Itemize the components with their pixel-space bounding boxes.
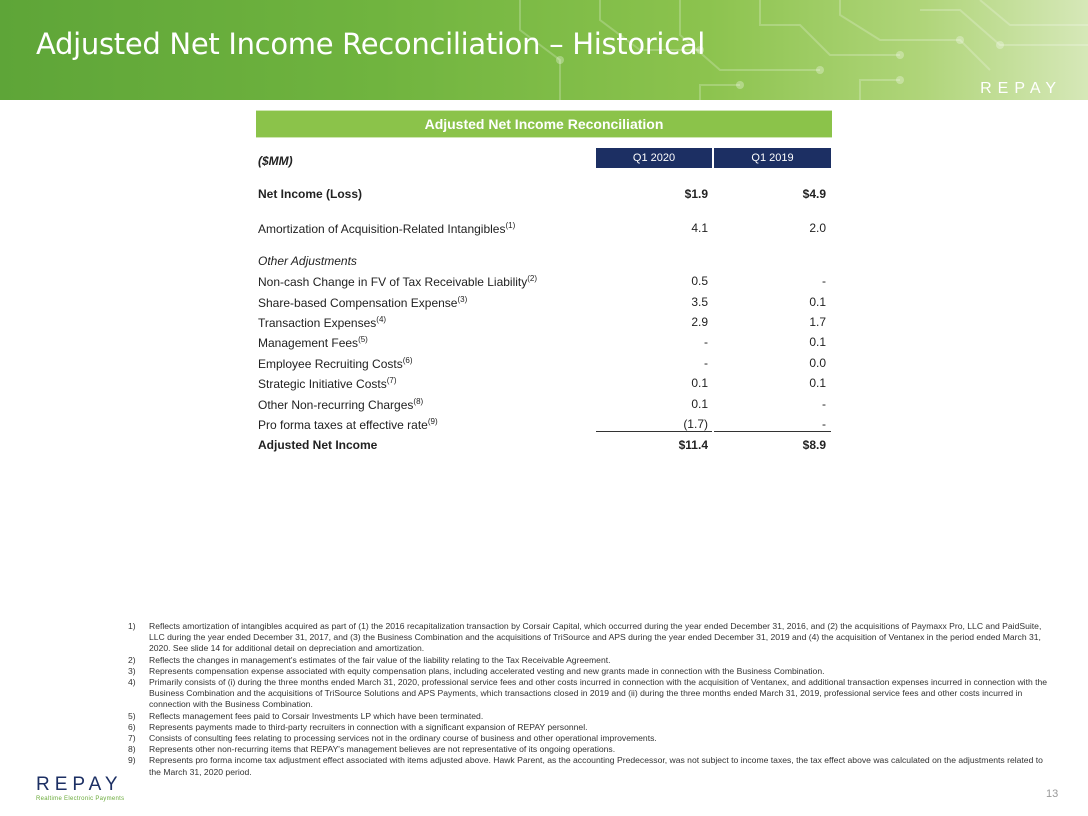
cell-q1-2020: 0.1 — [691, 397, 708, 411]
cell-q1-2019: 0.0 — [809, 356, 826, 370]
footnotes — [128, 621, 1048, 778]
footnote-9: 9) Represents pro forma income tax adjustment effect associated with items adjusted above. Hawk Parent, as the accounting Predecessor, was not subject to income taxes, the tax effect above was calculated on the adjustments related to the March 31, 2020 period. — [128, 755, 1043, 777]
cell-q1-2020: 0.1 — [691, 376, 708, 390]
cell-q1-2020: 2.9 — [691, 315, 708, 329]
cell-q1-2019: $4.9 — [802, 187, 826, 201]
footnote-ref: (1) — [505, 221, 516, 230]
units-label: ($MM) — [258, 154, 293, 168]
brand-wordmark: REPAY — [36, 774, 123, 795]
cell-q1-2019: 0.1 — [809, 295, 826, 309]
cell-q1-2020: $1.9 — [684, 187, 708, 201]
row-label: Other Adjustments — [258, 254, 357, 268]
table-header: Adjusted Net Income Reconciliation — [256, 110, 832, 138]
table-row-tax-receivable — [258, 272, 832, 290]
brand-logo-top: REPAY — [980, 80, 1062, 97]
row-label: Adjusted Net Income — [258, 438, 378, 452]
footnote-8: 8) Represents other non-recurring items that REPAY's management believes are not representative of its ongoing operations. — [128, 744, 616, 755]
table-row-amortization — [258, 219, 832, 237]
cell-q1-2019: 0.1 — [809, 376, 826, 390]
footnote-1: 1) Reflects amortization of intangibles acquired as part of (1) the 2016 recapitalization transaction by Corsair Capital, which occurred during the year ended December 31, 2016, and (2) the acquisitions of Paymaxx Pro, LLC and PaidSuite, LLC during the year ended December 31, 2017, and (3) the Business Combination and the acquisitions of TriSource and APS during the year ended December 31, 2019 and (4) the acquisition of Ventanex in the period ended March 31, 2020. See slide 14 for additional detail on depreciation and amortization. — [128, 621, 1042, 654]
footnote-5: 5) Reflects management fees paid to Corsair Investments LP which have been terminated. — [128, 710, 484, 721]
row-label: Pro forma taxes at effective rate — [258, 418, 428, 432]
brand-logo-bottom — [36, 774, 124, 802]
footnote-4: 4) Primarily consists of (i) during the three months ended March 31, 2020, professional service fees and other costs incurred in connection with the acquisition of Ventanex, and additional transaction expenses incurred in connection with the Business Combination and the acquisitions of TriSource Solutions and APS Payments, which transactions closed in 2019 and (ii) during the three months ended March 31, 2019, professional service fees and other costs incurred in connection with the Business Combination. — [128, 677, 1048, 710]
cell-q1-2020: - — [704, 356, 708, 370]
footnote-6: 6) Represents payments made to third-party recruiters in connection with a significant expansion of REPAY personnel. — [128, 721, 588, 732]
footnote-ref: (4) — [376, 315, 387, 324]
table-row-net-income — [258, 185, 832, 203]
cell-q1-2019: - — [822, 397, 826, 411]
footnote-3: 3) Represents compensation expense associated with equity compensation plans, including accelerated vesting and new grants made in connection with the Business Combination. — [128, 665, 825, 676]
row-label: Share-based Compensation Expense — [258, 296, 458, 310]
cell-q1-2020: 4.1 — [691, 221, 708, 235]
cell-q1-2019: - — [822, 417, 826, 431]
total-rule-q1-2020 — [596, 431, 712, 432]
cell-q1-2019: 0.1 — [809, 335, 826, 349]
footnote-ref: (7) — [386, 376, 397, 385]
cell-q1-2019: - — [822, 274, 826, 288]
table-row-recruiting-costs — [258, 354, 832, 372]
table-row-other-adjustments — [258, 252, 832, 270]
cell-q1-2020: - — [704, 335, 708, 349]
cell-q1-2020: 0.5 — [691, 274, 708, 288]
total-rule-q1-2019 — [714, 431, 831, 432]
footnote-ref: (3) — [457, 295, 468, 304]
footnote-ref: (5) — [358, 335, 368, 344]
cell-q1-2019: 2.0 — [809, 221, 826, 235]
footnote-ref: (8) — [413, 397, 424, 406]
cell-q1-2020: $11.4 — [678, 438, 708, 452]
footnote-2: 2) Reflects the changes in management's estimates of the fair value of the liability relating to the Tax Receivable Agreement. — [128, 654, 611, 665]
table-row-management-fees — [258, 333, 832, 351]
cell-q1-2020: 3.5 — [691, 295, 708, 309]
row-label: Employee Recruiting Costs — [258, 357, 403, 371]
cell-q1-2020: (1.7) — [683, 417, 708, 431]
table-row-non-recurring — [258, 395, 832, 413]
table-row-strategic-initiative — [258, 374, 832, 392]
cell-q1-2019: 1.7 — [809, 315, 826, 329]
row-label: Management Fees — [258, 336, 359, 350]
footnote-ref: (6) — [402, 356, 413, 365]
column-header-q1-2020: Q1 2020 — [596, 148, 712, 168]
cell-q1-2019: $8.9 — [802, 438, 826, 452]
row-label: Amortization of Acquisition-Related Intangibles — [258, 222, 506, 236]
page-number: 13 — [1046, 788, 1059, 800]
row-label: Other Non-recurring Charges — [258, 398, 414, 412]
table-row-share-based-comp — [258, 293, 832, 311]
column-header-q1-2019: Q1 2019 — [714, 148, 831, 168]
footnote-ref: (2) — [527, 274, 538, 283]
footnote-ref: (9) — [427, 417, 438, 426]
footnote-7: 7) Consists of consulting fees relating to processing services not in the ordinary course of business and other operational improvements. — [128, 733, 657, 744]
row-label: Transaction Expenses — [258, 316, 377, 330]
table-row-adjusted-net-income — [258, 436, 832, 454]
row-label: Net Income (Loss) — [258, 187, 363, 201]
row-label: Strategic Initiative Costs — [258, 377, 387, 391]
table-row-transaction-expenses — [258, 313, 832, 331]
page-title: Adjusted Net Income Reconciliation – Historical — [36, 27, 706, 61]
row-label: Non-cash Change in FV of Tax Receivable Liability — [258, 275, 528, 289]
brand-tagline: Realtime Electronic Payments — [36, 796, 125, 802]
